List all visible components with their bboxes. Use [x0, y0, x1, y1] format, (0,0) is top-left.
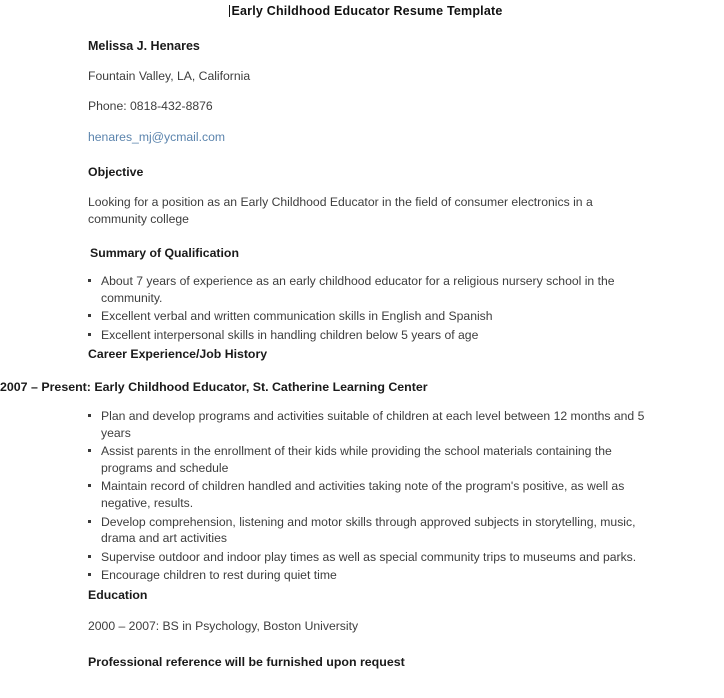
candidate-email-link[interactable]: henares_mj@ycmail.com: [88, 130, 225, 144]
list-item: About 7 years of experience as an early childhood educator for a religious nursery school in the community.: [88, 273, 662, 306]
document-title-text: Early Childhood Educator Resume Template: [231, 4, 503, 18]
career-bullet-list: [0, 408, 724, 583]
education-entry: 2000 – 2007: BS in Psychology, Boston University: [88, 618, 359, 633]
candidate-address: Fountain Valley, LA, California: [88, 69, 251, 83]
candidate-email-row: [0, 113, 724, 146]
candidate-phone: Phone: 0818-432-8876: [88, 99, 213, 113]
list-item: Encourage children to rest during quiet time: [88, 567, 662, 584]
list-item: Maintain record of children handled and activities taking note of the program's positive, as well as negative, results.: [88, 478, 662, 511]
list-item: Supervise outdoor and indoor play times as well as special community trips to museums and parks.: [88, 549, 662, 566]
document-title: [0, 0, 724, 18]
professional-reference-note: Professional reference will be furnished upon request: [88, 654, 405, 669]
list-item: Assist parents in the enrollment of their kids while providing the school materials containing the programs and schedule: [88, 443, 662, 476]
section-heading-education: Education: [88, 587, 148, 602]
list-item: Excellent interpersonal skills in handling children below 5 years of age: [88, 327, 662, 344]
section-heading-objective: Objective: [88, 165, 144, 179]
section-heading-summary: Summary of Qualification: [90, 246, 239, 261]
list-item: Plan and develop programs and activities suitable of children at each level between 12 months and 5 years: [88, 408, 662, 441]
career-job-entry: 2007 – Present: Early Childhood Educator, St. Catherine Learning Center: [0, 380, 428, 395]
objective-body: Looking for a position as an Early Childhood Educator in the field of consumer electronics in a community college: [88, 195, 593, 226]
summary-bullet-list: [0, 273, 724, 343]
list-item: Excellent verbal and written communication skills in English and Spanish: [88, 308, 662, 325]
list-item: Develop comprehension, listening and motor skills through approved subjects in storytelling, music, drama and art activities: [88, 514, 662, 547]
candidate-name: Melissa J. Henares: [88, 39, 200, 53]
section-heading-career: Career Experience/Job History: [88, 347, 268, 362]
